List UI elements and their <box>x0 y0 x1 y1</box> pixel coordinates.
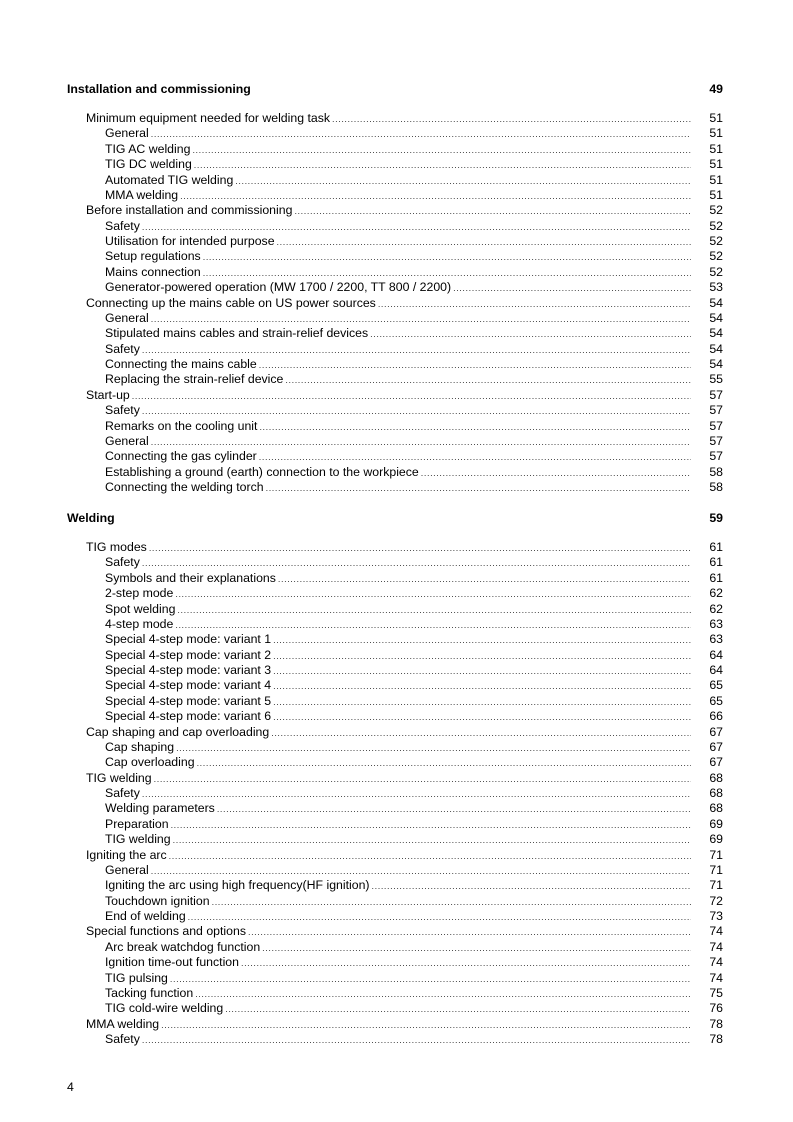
dot-leader <box>332 112 691 127</box>
dot-leader <box>142 404 691 419</box>
toc-entry[interactable] <box>86 403 723 418</box>
dot-leader <box>151 864 691 879</box>
entry-title: TIG pulsing <box>105 970 168 985</box>
entry-page: 64 <box>709 663 723 677</box>
dot-leader <box>142 556 691 571</box>
entry-title: End of welding <box>105 909 186 923</box>
entry-page: 76 <box>709 1001 723 1016</box>
dot-leader <box>273 710 691 725</box>
dot-leader <box>154 772 691 787</box>
dot-leader <box>259 420 691 435</box>
toc-entry[interactable] <box>86 480 723 495</box>
entry-page: 58 <box>709 480 723 494</box>
dot-leader <box>266 481 691 496</box>
entry-page: 72 <box>709 893 723 908</box>
toc-entry[interactable] <box>86 894 723 909</box>
dot-leader <box>192 143 691 158</box>
toc-entry[interactable] <box>86 419 723 434</box>
entry-title: TIG welding <box>105 832 171 847</box>
toc-list <box>86 111 723 495</box>
entry-page: 74 <box>709 939 723 954</box>
entry-title: Automated TIG welding <box>105 172 234 187</box>
toc-entry[interactable] <box>86 372 723 387</box>
entry-page: 61 <box>709 555 723 570</box>
toc-entry[interactable] <box>86 586 723 601</box>
entry-title: Welding parameters <box>105 801 215 816</box>
toc-entry[interactable] <box>86 801 723 816</box>
dot-leader <box>171 818 691 833</box>
entry-page: 69 <box>709 816 723 831</box>
entry-page: 61 <box>709 570 723 585</box>
toc-entry[interactable] <box>86 219 723 234</box>
dot-leader <box>273 664 691 679</box>
toc-entry[interactable] <box>86 940 723 955</box>
toc-entry[interactable] <box>86 388 723 403</box>
toc-entry[interactable] <box>86 1001 723 1016</box>
dot-leader <box>180 189 691 204</box>
entry-title: Cap shaping and cap overloading <box>86 724 270 739</box>
entry-title: Arc break watchdog function <box>105 939 261 954</box>
entry-title: MMA welding <box>86 1016 160 1031</box>
entry-title: Cap shaping <box>105 739 175 754</box>
entry-page: 51 <box>709 187 723 202</box>
entry-page: 78 <box>709 1032 723 1046</box>
entry-title: Special 4-step mode: variant 6 <box>105 709 272 724</box>
entry-page: 63 <box>709 632 723 647</box>
toc-entry[interactable] <box>86 709 723 724</box>
toc-entry[interactable] <box>86 663 723 678</box>
dot-leader <box>170 972 691 987</box>
entry-title: Before installation and commissioning <box>86 203 293 218</box>
dot-leader <box>248 925 691 940</box>
entry-title: TIG DC welding <box>105 157 192 172</box>
entry-title: Establishing a ground (earth) connection to the workpiece <box>105 464 419 479</box>
dot-leader <box>194 158 691 173</box>
entry-page: 55 <box>709 372 723 387</box>
toc-entry[interactable] <box>86 265 723 280</box>
entry-title: Safety <box>105 403 140 418</box>
entry-title: Symbols and their explanations <box>105 570 276 585</box>
dot-leader <box>241 956 691 971</box>
entry-title: General <box>105 126 149 141</box>
entry-page: 54 <box>709 326 723 341</box>
dot-leader <box>151 127 691 142</box>
dot-leader <box>169 849 691 864</box>
section-page: 59 <box>709 511 723 525</box>
entry-title: Generator-powered operation (MW 1700 / 2200, TT 800 / 2200) <box>105 280 452 295</box>
toc-entry[interactable] <box>86 249 723 264</box>
toc-entry[interactable] <box>86 648 723 663</box>
entry-page: 51 <box>709 157 723 172</box>
entry-page: 61 <box>709 540 723 554</box>
entry-page: 68 <box>709 770 723 785</box>
entry-page: 74 <box>709 924 723 939</box>
dot-leader <box>212 895 691 910</box>
entry-page: 54 <box>709 295 723 310</box>
toc-entry[interactable] <box>86 342 723 357</box>
toc-entry[interactable] <box>86 786 723 801</box>
toc-entry[interactable] <box>86 326 723 341</box>
entry-page: 58 <box>709 464 723 479</box>
entry-page: 62 <box>709 586 723 601</box>
dot-leader <box>262 941 691 956</box>
entry-page: 52 <box>709 234 723 248</box>
entry-title: MMA welding <box>105 187 179 202</box>
entry-title: Igniting the arc <box>86 847 167 862</box>
toc-entry[interactable] <box>86 111 723 126</box>
entry-page: 57 <box>709 418 723 433</box>
toc-entry[interactable] <box>86 555 723 570</box>
toc-entry[interactable] <box>86 173 723 188</box>
entry-title: General <box>105 862 149 877</box>
page-number: 4 <box>67 1080 74 1094</box>
entry-title: General <box>105 310 149 325</box>
entry-page: 52 <box>709 218 723 233</box>
dot-leader <box>273 679 691 694</box>
entry-page: 68 <box>709 801 723 816</box>
toc-entry[interactable] <box>86 694 723 709</box>
toc-entry[interactable] <box>86 740 723 755</box>
toc-entry[interactable] <box>86 924 723 939</box>
entry-page: 52 <box>709 249 723 264</box>
dot-leader <box>142 787 691 802</box>
dot-leader <box>278 572 691 587</box>
dot-leader <box>271 726 691 741</box>
toc-entry[interactable] <box>86 296 723 311</box>
dot-leader <box>273 649 691 664</box>
entry-page: 73 <box>709 909 723 923</box>
entry-page: 67 <box>709 724 723 739</box>
toc-entry[interactable] <box>86 357 723 372</box>
entry-page: 51 <box>709 126 723 141</box>
dot-leader <box>175 618 691 633</box>
toc-entry[interactable] <box>86 280 723 295</box>
toc-entry[interactable] <box>86 449 723 464</box>
dot-leader <box>370 327 691 342</box>
entry-page: 52 <box>709 264 723 279</box>
section-title: Welding <box>67 511 115 525</box>
entry-title: Special 4-step mode: variant 2 <box>105 647 272 662</box>
entry-page: 67 <box>709 755 723 770</box>
entry-title: Minimum equipment needed for welding task <box>86 111 331 125</box>
entry-title: Special 4-step mode: variant 4 <box>105 678 272 693</box>
toc-entry[interactable] <box>86 771 723 786</box>
entry-page: 71 <box>709 878 723 893</box>
entry-title: Connecting the mains cable <box>105 357 257 371</box>
entry-title: Safety <box>105 218 140 233</box>
toc-entry[interactable] <box>86 1032 723 1047</box>
dot-leader <box>188 910 691 925</box>
toc-entry[interactable] <box>86 126 723 141</box>
toc-entry[interactable] <box>86 832 723 847</box>
dot-leader <box>421 466 691 481</box>
toc-entry[interactable] <box>86 434 723 449</box>
dot-leader <box>259 358 691 373</box>
toc-entry[interactable] <box>86 986 723 1001</box>
entry-page: 62 <box>709 601 723 616</box>
entry-title: Replacing the strain-relief device <box>105 372 284 387</box>
dot-leader <box>235 174 691 189</box>
entry-page: 53 <box>709 280 723 295</box>
toc-entry[interactable] <box>86 617 723 632</box>
toc-entry[interactable] <box>86 142 723 157</box>
entry-page: 54 <box>709 341 723 356</box>
dot-leader <box>203 266 691 281</box>
dot-leader <box>142 343 691 358</box>
entry-page: 69 <box>709 832 723 847</box>
entry-page: 67 <box>709 739 723 754</box>
entry-title: Utilisation for intended purpose <box>105 234 275 248</box>
entry-title: Ignition time-out function <box>105 955 239 970</box>
entry-page: 71 <box>709 862 723 877</box>
section-title: Installation and commissioning <box>67 82 251 96</box>
dot-leader <box>151 435 691 450</box>
toc-entry[interactable] <box>86 188 723 203</box>
entry-page: 65 <box>709 678 723 693</box>
toc-entry[interactable] <box>86 571 723 586</box>
entry-page: 65 <box>709 693 723 708</box>
toc-entry[interactable] <box>86 540 723 555</box>
dot-leader <box>173 833 691 848</box>
dot-leader <box>142 220 691 235</box>
toc-entry[interactable] <box>86 955 723 970</box>
section-page: 49 <box>709 82 723 96</box>
entry-title: Remarks on the cooling unit <box>105 418 258 433</box>
dot-leader <box>294 204 691 219</box>
toc-entry[interactable] <box>86 632 723 647</box>
entry-page: 78 <box>709 1016 723 1031</box>
dot-leader <box>142 1033 691 1048</box>
entry-page: 75 <box>709 985 723 1000</box>
entry-title: Start-up <box>86 387 130 402</box>
entry-title: Tacking function <box>105 985 194 1000</box>
entry-page: 57 <box>709 387 723 402</box>
entry-title: Preparation <box>105 816 169 831</box>
entry-title: General <box>105 433 149 448</box>
entry-title: 4-step mode <box>105 616 174 631</box>
toc-entry[interactable] <box>86 878 723 893</box>
entry-title: Special functions and options <box>86 924 246 939</box>
entry-title: Mains connection <box>105 264 201 279</box>
toc-entry[interactable] <box>86 863 723 878</box>
entry-title: TIG welding <box>86 770 152 785</box>
entry-page: 51 <box>709 172 723 187</box>
section-heading[interactable] <box>67 510 723 526</box>
entry-page: 74 <box>709 970 723 985</box>
entry-page: 52 <box>709 203 723 218</box>
toc-entry[interactable] <box>86 678 723 693</box>
entry-page: 51 <box>709 111 723 125</box>
entry-page: 63 <box>709 616 723 631</box>
dot-leader <box>378 297 691 312</box>
toc-list <box>86 540 723 1047</box>
entry-page: 54 <box>709 310 723 325</box>
entry-title: Touchdown ignition <box>105 893 210 908</box>
entry-page: 64 <box>709 647 723 662</box>
entry-title: Connecting up the mains cable on US power sources <box>86 295 376 310</box>
dot-leader <box>273 633 691 648</box>
dot-leader <box>225 1002 691 1017</box>
dot-leader <box>273 695 691 710</box>
toc-entry[interactable] <box>86 817 723 832</box>
entry-page: 71 <box>709 847 723 862</box>
entry-title: Safety <box>105 786 140 800</box>
entry-title: Connecting the gas cylinder <box>105 449 257 464</box>
dot-leader <box>259 450 691 465</box>
toc-entry[interactable] <box>86 203 723 218</box>
entry-page: 54 <box>709 357 723 371</box>
entry-page: 57 <box>709 403 723 418</box>
dot-leader <box>285 373 691 388</box>
entry-title: Connecting the welding torch <box>105 480 264 494</box>
dot-leader <box>161 1018 691 1033</box>
toc-entry[interactable] <box>86 755 723 770</box>
dot-leader <box>151 312 691 327</box>
toc-entry[interactable] <box>86 311 723 326</box>
dot-leader <box>132 389 691 404</box>
entry-page: 66 <box>709 709 723 724</box>
toc-entry[interactable] <box>86 1017 723 1032</box>
entry-title: 2-step mode <box>105 586 174 601</box>
entry-page: 57 <box>709 449 723 464</box>
dot-leader <box>372 879 691 894</box>
entry-page: 51 <box>709 141 723 156</box>
entry-title: Cap overloading <box>105 755 195 770</box>
entry-title: Safety <box>105 341 140 356</box>
toc-entry[interactable] <box>86 909 723 924</box>
toc-entry[interactable] <box>86 848 723 863</box>
entry-title: TIG AC welding <box>105 141 191 156</box>
dot-leader <box>175 587 691 602</box>
entry-title: TIG cold-wire welding <box>105 1001 224 1016</box>
entry-title: Special 4-step mode: variant 1 <box>105 632 272 647</box>
entry-title: Special 4-step mode: variant 3 <box>105 663 272 677</box>
toc-entry[interactable] <box>86 465 723 480</box>
dot-leader <box>277 235 691 250</box>
toc-entry[interactable] <box>86 234 723 249</box>
entry-title: TIG modes <box>86 540 147 554</box>
entry-page: 74 <box>709 955 723 970</box>
dot-leader <box>195 987 691 1002</box>
toc-entry[interactable] <box>86 157 723 172</box>
toc-entry[interactable] <box>86 725 723 740</box>
entry-page: 57 <box>709 433 723 448</box>
entry-title: Stipulated mains cables and strain-relief devices <box>105 326 369 341</box>
entry-page: 68 <box>709 786 723 800</box>
entry-title: Spot welding <box>105 601 176 616</box>
entry-title: Igniting the arc using high frequency(HF ignition) <box>105 878 370 893</box>
dot-leader <box>197 756 691 771</box>
dot-leader <box>149 541 691 556</box>
dot-leader <box>217 802 691 817</box>
dot-leader <box>176 741 691 756</box>
entry-title: Safety <box>105 555 140 570</box>
toc-entry[interactable] <box>86 602 723 617</box>
dot-leader <box>177 603 691 618</box>
entry-title: Special 4-step mode: variant 5 <box>105 693 272 708</box>
section-heading[interactable] <box>67 81 723 97</box>
entry-title: Setup regulations <box>105 249 201 264</box>
entry-title: Safety <box>105 1032 140 1046</box>
dot-leader <box>453 281 691 296</box>
dot-leader <box>203 250 691 265</box>
toc-entry[interactable] <box>86 971 723 986</box>
